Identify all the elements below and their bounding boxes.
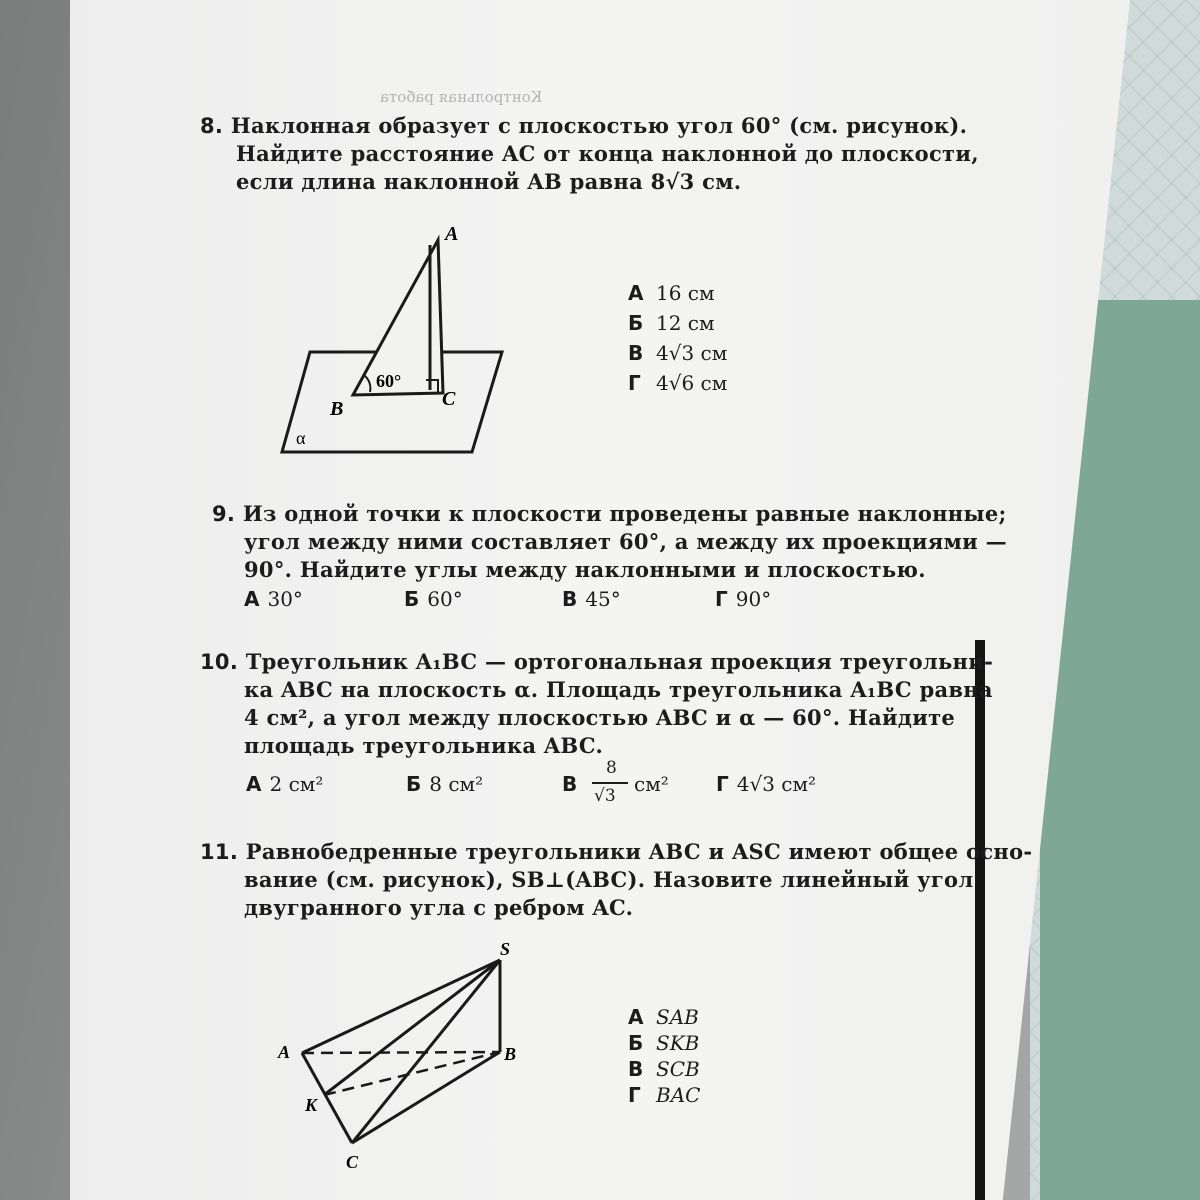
problem-9-text [212, 500, 1007, 584]
label-b: B [330, 398, 344, 420]
problem-9-line-3: 90°. Найдите углы между наклонными и плоскостью. [244, 557, 926, 582]
fraction-bar [592, 782, 628, 784]
problem-10-option-b[interactable]: Б 8 см² [406, 772, 484, 796]
problem-10-line-4: площадь треугольника ABC. [244, 733, 604, 758]
edge-cb [352, 1052, 500, 1143]
mirrored-header: Контрольная работа [380, 88, 543, 106]
label-b: B [504, 1044, 517, 1064]
problem-8-text [200, 112, 979, 196]
problem-10-text [200, 648, 993, 760]
problem-8-options [628, 280, 727, 396]
label-angle-60: 60° [376, 371, 402, 391]
problem-8-option-g[interactable]: Г 4√6 см [628, 371, 728, 395]
problem-9-line-1: Из одной точки к плоскости проведены равные наклонные; [242, 501, 1007, 526]
problem-8-line-1: Наклонная образует с плоскостью угол 60° (см. рисунок). [230, 113, 968, 138]
problem-8-option-b[interactable]: Б 12 см [628, 311, 715, 335]
problem-11-line-1: Равнобедренные треугольники ABC и ASC имеют общее осно- [245, 839, 1033, 864]
fraction-unit: см² [634, 772, 669, 796]
fraction-numerator: 8 [606, 758, 617, 778]
label-c: C [442, 388, 456, 410]
fraction-denominator: √3 [594, 786, 616, 806]
problem-10-line-3: 4 см², а угол между плоскостью ABC и α — 60°. Найдите [244, 705, 956, 730]
problem-11-option-g[interactable]: Г BAC [628, 1083, 701, 1107]
edge-sa [302, 960, 500, 1053]
problem-11-line-3: двугранного угла с ребром AC. [244, 895, 634, 920]
problem-8-option-v[interactable]: В 4√3 см [628, 341, 728, 365]
problem-11-options [628, 1004, 700, 1108]
problem-8-line-2: Найдите расстояние AC от конца наклонной до плоскости, [236, 141, 979, 166]
problem-11-option-a[interactable]: А SAB [628, 1005, 699, 1029]
problem-11-number: 11. [200, 840, 239, 864]
problem-9-option-b[interactable]: Б 60° [404, 587, 463, 611]
label-s: S [500, 939, 511, 959]
problem-11-option-b[interactable]: Б SKB [628, 1031, 700, 1055]
problem-11-figure [270, 935, 540, 1175]
problem-9-line-2: угол между ними составляет 60°, а между их проекциями — [244, 529, 1007, 554]
problem-10-option-a[interactable]: А 2 см² [246, 772, 324, 796]
problem-8-option-a[interactable]: А 16 см [628, 281, 715, 305]
label-a: A [278, 1042, 291, 1062]
problem-10-line-2: ка ABC на плоскость α. Площадь треугольника A₁BC равна [244, 677, 993, 702]
problem-10-number: 10. [200, 650, 239, 674]
problem-9-option-a[interactable]: А 30° [244, 587, 303, 611]
problem-11-text [200, 838, 1032, 922]
label-c: C [346, 1152, 359, 1172]
problem-8-line-3: если длина наклонной AB равна 8√3 см. [236, 169, 742, 194]
problem-11-line-2: вание (см. рисунок), SB⊥(ABC). Назовите линейный угол [244, 867, 974, 892]
problem-10-line-1: Треугольник A₁BC — ортогональная проекция треугольни- [245, 649, 994, 674]
edge-ab-hidden [302, 1052, 500, 1053]
problem-10-option-g[interactable]: Г 4√3 см² [716, 772, 817, 796]
label-alpha: α [296, 428, 306, 448]
problem-9-option-v[interactable]: В 45° [562, 587, 621, 611]
problem-8-number: 8. [200, 114, 224, 138]
problem-9-option-g[interactable]: Г 90° [715, 587, 772, 611]
problem-9-number: 9. [212, 502, 236, 526]
edge-sk [324, 960, 500, 1095]
label-k: K [305, 1095, 318, 1115]
label-a: A [445, 223, 459, 245]
problem-11-option-v[interactable]: В SCB [628, 1057, 700, 1081]
problem-8-figure [280, 210, 520, 460]
